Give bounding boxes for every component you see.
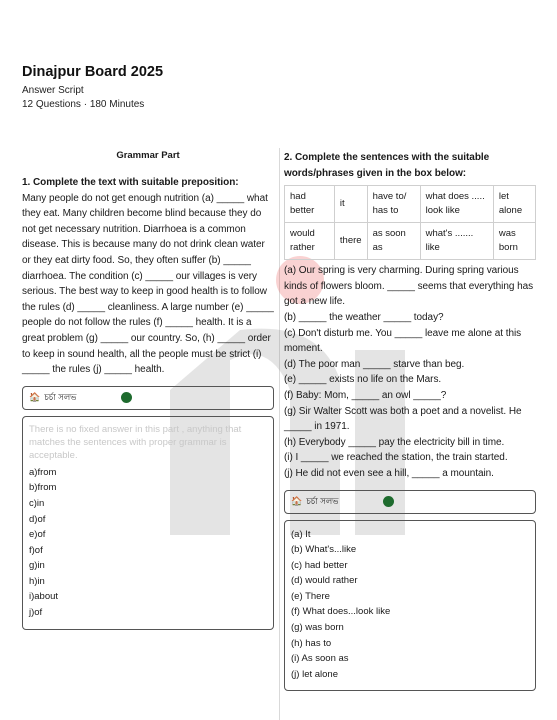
- table-cell: what's ....... like: [420, 223, 493, 260]
- right-column: [284, 150, 536, 691]
- left-column: [22, 150, 274, 630]
- table-cell: it: [334, 186, 367, 223]
- answer-line: i)about: [29, 591, 59, 603]
- answer-box-1: [22, 416, 274, 630]
- answer-toggle-2[interactable]: [284, 490, 536, 514]
- sentence-item: (b) _____ the weather _____ today?: [284, 311, 444, 323]
- answer-line: f)of: [29, 544, 43, 556]
- table-cell: would rather: [285, 223, 335, 260]
- answer-line: (i) As soon as: [291, 653, 349, 665]
- sentence-item: (c) Don't disturb me. You _____ leave me alone at this moment.: [284, 327, 522, 355]
- column-divider: [279, 148, 280, 720]
- table-cell: was born: [493, 223, 535, 260]
- section-title: Grammar Part: [116, 150, 180, 161]
- sentence-item: (g) Sir Walter Scott was both a poet and a novelist. He _____ in 1971.: [284, 405, 522, 433]
- question-1: [22, 175, 274, 378]
- question-2-heading-text: 2. Complete the sentences with the suitable words/phrases given in the box below:: [284, 152, 490, 179]
- answer-line: (h) has to: [291, 637, 332, 649]
- table-cell: there: [334, 223, 367, 260]
- answer-label-2: চর্চা সলভ: [306, 495, 339, 506]
- question-2-sentences: [284, 263, 536, 481]
- word-box-table: [284, 185, 536, 260]
- answer-line: d)of: [29, 513, 46, 525]
- answer-line: a)from: [29, 466, 57, 478]
- document-title: Dinajpur Board 2025: [22, 64, 164, 80]
- document-subtitle: Answer Script: [22, 85, 84, 96]
- document-header: [22, 64, 163, 110]
- answer-line: c)in: [29, 497, 45, 509]
- answer-line: g)in: [29, 560, 45, 572]
- answer-line: (g) was born: [291, 622, 344, 634]
- sentence-item: (d) The poor man _____ starve than beg.: [284, 358, 465, 370]
- table-cell: as soon as: [367, 223, 420, 260]
- answer-line: (f) What does...look like: [291, 606, 391, 618]
- sentence-item: (f) Baby: Mom, _____ an owl _____?: [284, 389, 447, 401]
- answer-line: (e) There: [291, 590, 330, 602]
- answer-line: h)in: [29, 575, 45, 587]
- answer-label-1: চর্চা সলভ: [44, 391, 77, 402]
- sentence-item: (a) Our spring is very charming. During spring various kinds of flowers bloom. _____ seems that everything has got a new life.: [284, 265, 534, 308]
- status-dot-icon: [121, 392, 132, 403]
- answer-line: (a) It: [291, 528, 311, 540]
- answer-line: (j) let alone: [291, 668, 338, 680]
- sentence-item: (e) _____ exists no life on the Mars.: [284, 374, 442, 386]
- answer-line: (d) would rather: [291, 575, 358, 587]
- table-cell: let alone: [493, 186, 535, 223]
- table-cell: have to/ has to: [367, 186, 420, 223]
- house-icon: 🏠: [291, 496, 303, 506]
- table-cell: had better: [285, 186, 335, 223]
- house-icon: 🏠: [29, 392, 41, 403]
- answer-note: There is no fixed answer in this part , anything that matches the sentences with proper grammar is acceptable.: [29, 423, 242, 461]
- question-1-text: Many people do not get enough nutrition (a) _____ what they eat. Many children become blind because they do not get necessary nutrition. Diarrhoea is a common disease. This is because many do not drink clean water or they eat dirty food. So, they often suffer (b) _____ diarrhoea. The condition (c) _____ our villages is very serious. The best way to keep in good health is to follow the rules (d) _____ cleanliness. A large number (e) _____ people do not follow the rules (f) _____ health. It is a great problem (g) _____ our country. So, (h) _____ order to keep in sound health, all the people must be strict (i) _____ the rules (j) _____ health.: [22, 192, 274, 376]
- sentence-item: (i) I _____ we reached the station, the train started.: [284, 452, 508, 464]
- answer-box-2: [284, 520, 536, 692]
- document-meta: 12 Questions · 180 Minutes: [22, 99, 145, 110]
- answer-line: b)from: [29, 482, 57, 494]
- table-row: [285, 186, 536, 223]
- table-cell: what does ..... look like: [420, 186, 493, 223]
- sentence-item: (j) He did not even see a hill, _____ a mountain.: [284, 467, 494, 479]
- answer-line: (c) had better: [291, 559, 348, 571]
- answer-line: (b) What's...like: [291, 544, 357, 556]
- table-row: [285, 223, 536, 260]
- question-1-heading: 1. Complete the text with suitable preposition:: [22, 177, 239, 188]
- status-dot-icon: [383, 496, 394, 507]
- answer-toggle-1[interactable]: [22, 386, 274, 410]
- answer-line: j)of: [29, 607, 43, 619]
- sentence-item: (h) Everybody _____ pay the electricity bill in time.: [284, 436, 505, 448]
- question-2-heading: [284, 150, 536, 181]
- answer-line: e)of: [29, 529, 46, 541]
